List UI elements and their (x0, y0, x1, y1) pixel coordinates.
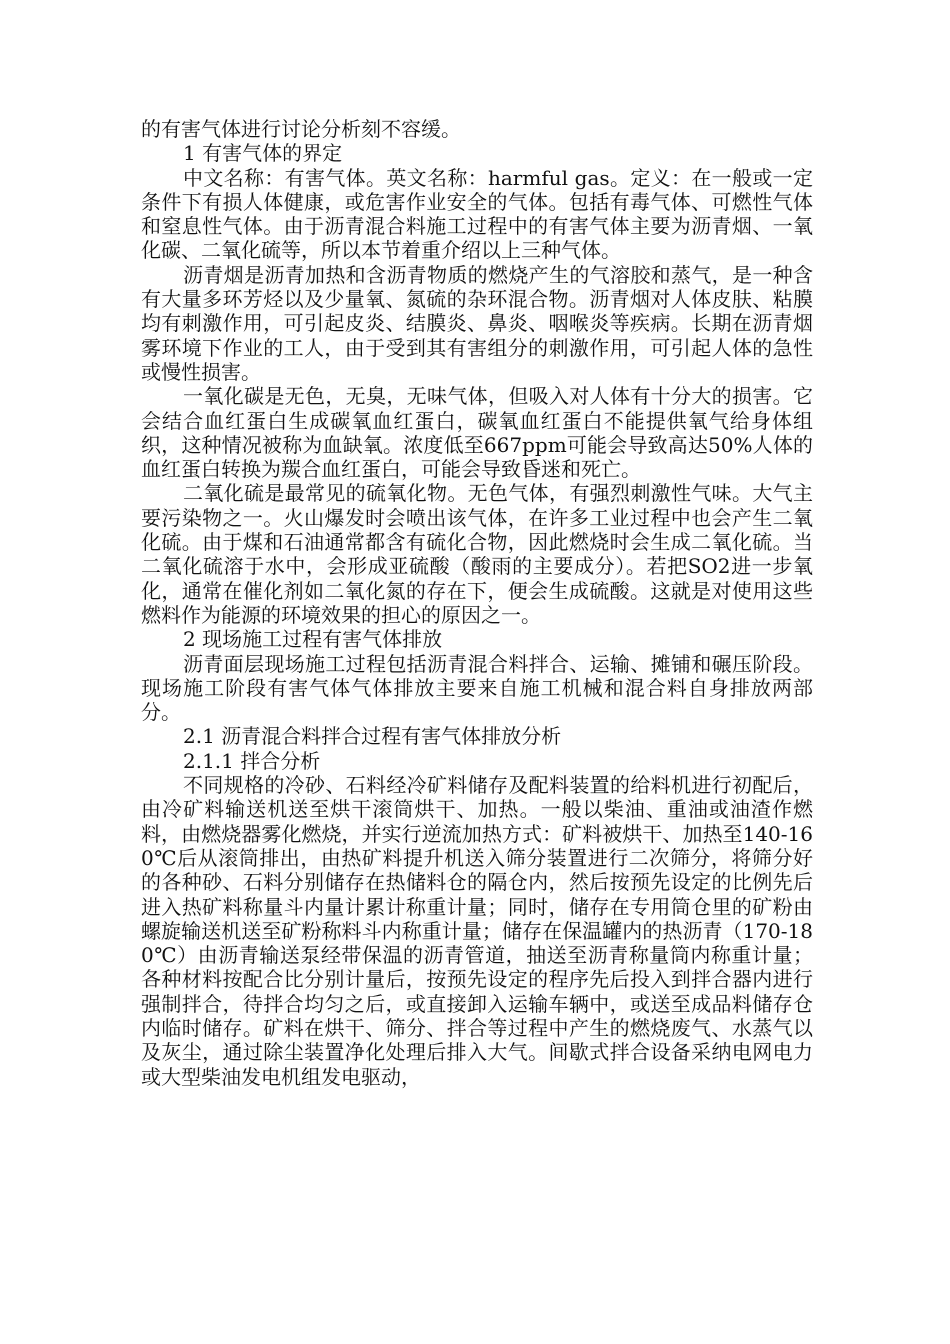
section-heading-2: 2 现场施工过程有害气体排放 (183, 627, 443, 652)
paragraph-definition: 中文名称：有害气体。英文名称：harmful gas。定义：在一般或一定条件下有损人体健康，或危害作业安全的气体。包括有毒气体、可燃性气体和窒息性气体。由于沥青混合料施工过程中的有害气体主要为沥青烟、一氧化碳、二氧化硫等，所以本节着重介绍以上三种气体。 (141, 165, 813, 263)
paragraph-carbon-monoxide: 一氧化碳是无色，无臭，无味气体，但吸入对人体有十分大的损害。它会结合血红蛋白生成碳氧血红蛋白，碳氧血红蛋白不能提供氧气给身体组织，这种情况被称为血缺氧。浓度低至667ppm可能会导致高达50%人体的血红蛋白转换为羰合血红蛋白，可能会导致昏迷和死亡。 (141, 384, 813, 482)
section-heading-1: 1 有害气体的界定 (183, 141, 343, 166)
paragraph-mixing-process: 不同规格的冷砂、石料经冷矿料储存及配料装置的给料机进行初配后，由冷矿料输送机送至烘干滚筒烘干、加热。一般以柴油、重油或油渣作燃料，由燃烧器雾化燃烧，并实行逆流加热方式：矿料被烘干、加热至140-160℃后从滚筒排出，由热矿料提升机送入筛分装置进行二次筛分，将筛分好的各种砂、石料分别储存在热储料仓的隔仓内，然后按预先设定的比例先后进入热矿料称量斗内量计累计称重计量；同时，储存在专用筒仓里的矿粉由螺旋输送机送至矿粉称料斗内称重计量；储存在保温罐内的热沥青（170-180℃）由沥青输送泵经带保温的沥青管道，抽送至沥青称量筒内称重计量；各种材料按配合比分别计量后，按预先设定的程序先后投入到拌合器内进行强制拌合，待拌合均匀之后，或直接卸入运输车辆中，或送至成品料储存仓内临时储存。矿料在烘干、筛分、拌合等过程中产生的燃烧废气、水蒸气以及灰尘，通过除尘装置净化处理后排入大气。间歇式拌合设备采纳电网电力或大型柴油发电机组发电驱动， (141, 773, 813, 1089)
paragraph-sulfur-dioxide: 二氧化硫是最常见的硫氧化物。无色气体，有强烈刺激性气味。大气主要污染物之一。火山爆发时会喷出该气体，在许多工业过程中也会产生二氧化硫。由于煤和石油通常都含有硫化合物，因此燃烧时会生成二氧化硫。当二氧化硫溶于水中，会形成亚硫酸（酸雨的主要成分）。若把SO2进一步氧化，通常在催化剂如二氧化氮的存在下，便会生成硫酸。这就是对使用这些燃料作为能源的环境效果的担心的原因之一。 (141, 481, 813, 627)
paragraph-continuation: 的有害气体进行讨论分析刻不容缓。 (141, 117, 461, 141)
document-page (141, 117, 813, 1089)
paragraph-asphalt-fume: 沥青烟是沥青加热和含沥青物质的燃烧产生的气溶胶和蒸气，是一种含有大量多环芳烃以及少量氧、氮硫的杂环混合物。沥青烟对人体皮肤、粘膜均有刺激作用，可引起皮炎、结膜炎、鼻炎、咽喉炎等疾病。长期在沥青烟雾环境下作业的工人，由于受到其有害组分的刺激作用，可引起人体的急性或慢性损害。 (141, 262, 813, 384)
paragraph-site-construction: 沥青面层现场施工过程包括沥青混合料拌合、运输、摊铺和碾压阶段。现场施工阶段有害气体气体排放主要来自施工机械和混合料自身排放两部分。 (141, 651, 813, 725)
subsection-heading-2-1: 2.1 沥青混合料拌合过程有害气体排放分析 (183, 724, 562, 749)
subsection-heading-2-1-1: 2.1.1 拌合分析 (183, 748, 321, 773)
